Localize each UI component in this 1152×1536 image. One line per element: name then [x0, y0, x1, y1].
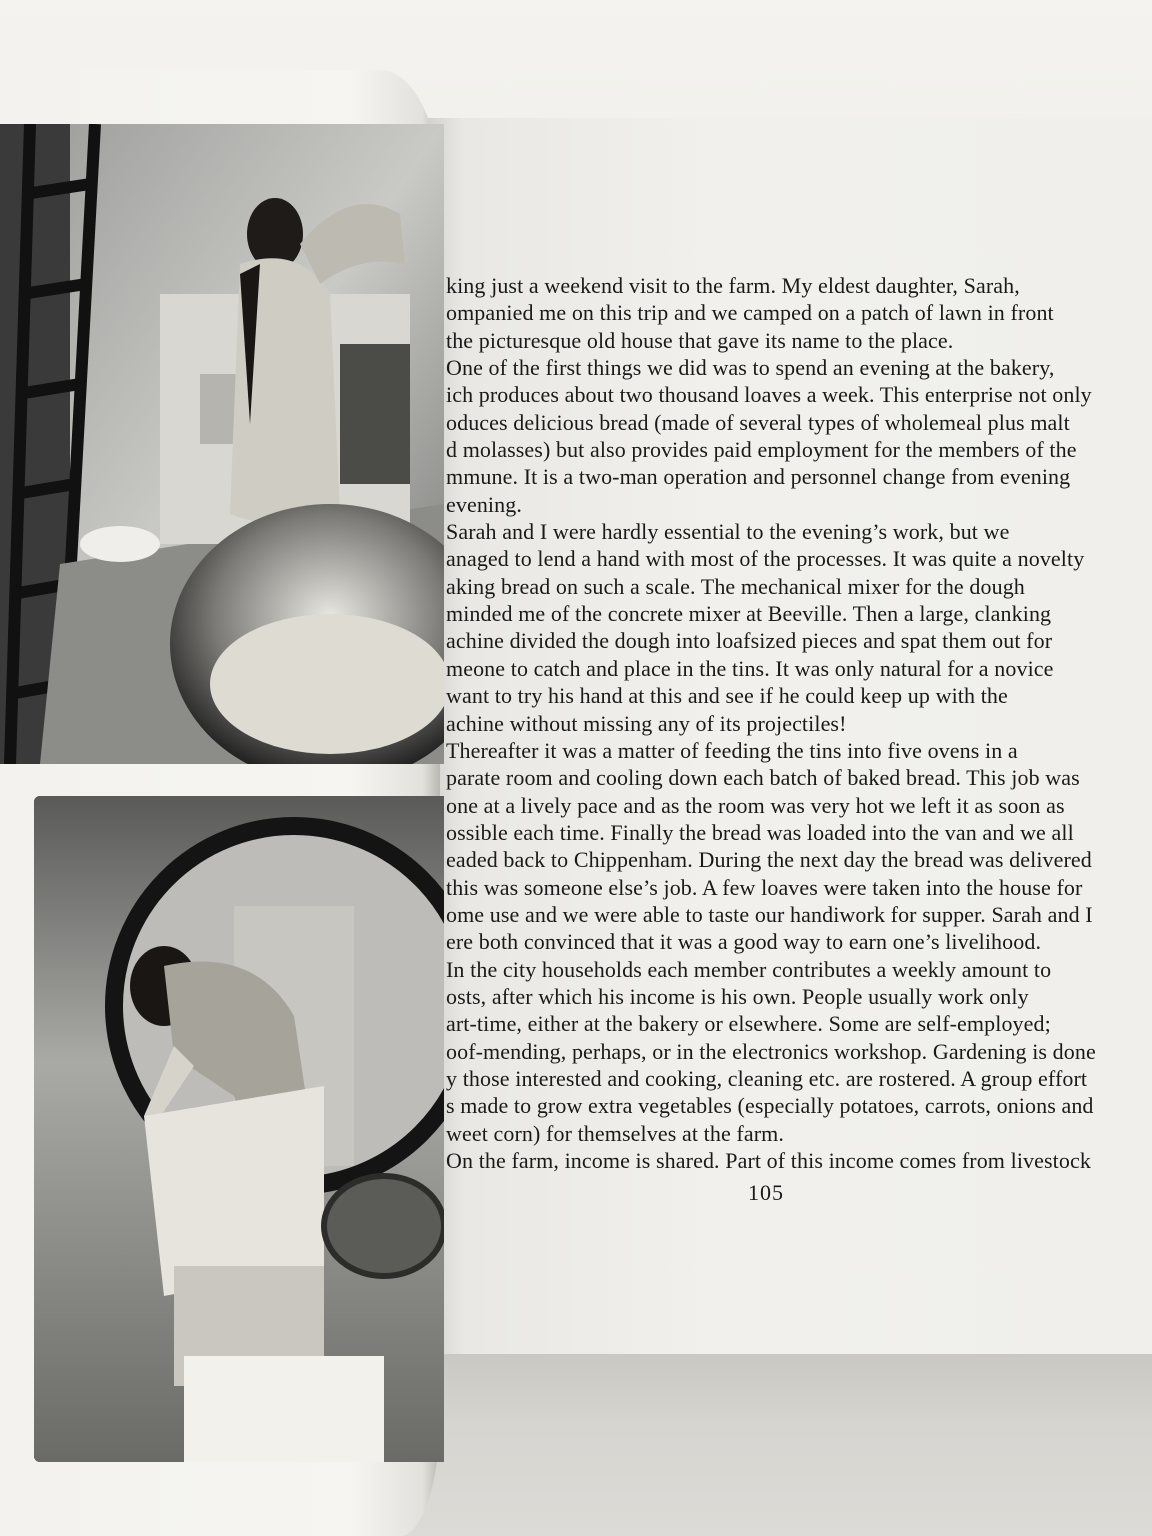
text-line: In the city households each member contributes a weekly amount to	[446, 956, 1052, 982]
page-number: 105	[748, 1180, 784, 1205]
page-text	[446, 272, 1136, 1174]
text-line: y those interested and cooking, cleaning etc. are rostered. A group effort	[446, 1065, 1088, 1091]
text-line: meone to catch and place in the tins. It was only natural for a novice	[446, 655, 1054, 681]
text-line: On the farm, income is shared. Part of this income comes from livestock	[446, 1148, 1091, 1173]
text-line: achine without missing any of its projectiles!	[446, 710, 847, 736]
text-line: osts, after which his income is his own. People usually work only	[446, 983, 1029, 1009]
text-line: aking bread on such a scale. The mechanical mixer for the dough	[446, 573, 1025, 599]
text-line: achine divided the dough into loafsized pieces and spat them out for	[446, 628, 1053, 654]
text-line: anaged to lend a hand with most of the processes. It was quite a novelty	[446, 546, 1085, 572]
text-line: s made to grow extra vegetables (especially potatoes, carrots, onions and	[446, 1093, 1094, 1119]
text-line: minded me of the concrete mixer at Beeville. Then a large, clanking	[446, 601, 1052, 627]
text-line: ome use and we were able to taste our handiwork for supper. Sarah and I	[446, 901, 1093, 927]
photo-dough-divider	[34, 796, 444, 1462]
text-line: this was someone else’s job. A few loaves were taken into the house for	[446, 874, 1083, 900]
text-line: art-time, either at the bakery or elsewhere. Some are self-employed;	[446, 1011, 1051, 1037]
text-line: the picturesque old house that gave its name to the place.	[446, 327, 954, 353]
text-line: d molasses) but also provides paid employment for the members of the	[446, 437, 1077, 463]
text-line: one at a lively pace and as the room was very hot we left it as soon as	[446, 792, 1065, 818]
text-line: ich produces about two thousand loaves a week. This enterprise not only	[446, 382, 1092, 408]
text-line: mmune. It is a two-man operation and personnel change from evening	[446, 464, 1071, 490]
text-line: king just a weekend visit to the farm. My eldest daughter, Sarah,	[446, 273, 1020, 298]
photo-bakery-mixer	[0, 124, 444, 764]
text-line: oduces delicious bread (made of several types of wholemeal plus malt	[446, 409, 1070, 435]
text-line: Sarah and I were hardly essential to the evening’s work, but we	[446, 519, 1010, 545]
text-line: evening.	[446, 491, 522, 517]
text-line: ompanied me on this trip and we camped on a patch of lawn in front	[446, 300, 1054, 326]
text-line: ossible each time. Finally the bread was loaded into the van and we all	[446, 819, 1074, 845]
text-line: parate room and cooling down each batch of baked bread. This job was	[446, 765, 1080, 791]
text-line: Thereafter it was a matter of feeding the tins into five ovens in a	[446, 737, 1018, 763]
text-line: One of the first things we did was to spend an evening at the bakery,	[446, 355, 1055, 381]
text-line: oof-mending, perhaps, or in the electronics workshop. Gardening is done	[446, 1038, 1096, 1064]
text-line: ere both convinced that it was a good way to earn one’s livelihood.	[446, 929, 1042, 955]
text-line: eaded back to Chippenham. During the next day the bread was delivered	[446, 847, 1092, 873]
text-line: want to try his hand at this and see if he could keep up with the	[446, 683, 1008, 709]
text-line: weet corn) for themselves at the farm.	[446, 1120, 784, 1146]
